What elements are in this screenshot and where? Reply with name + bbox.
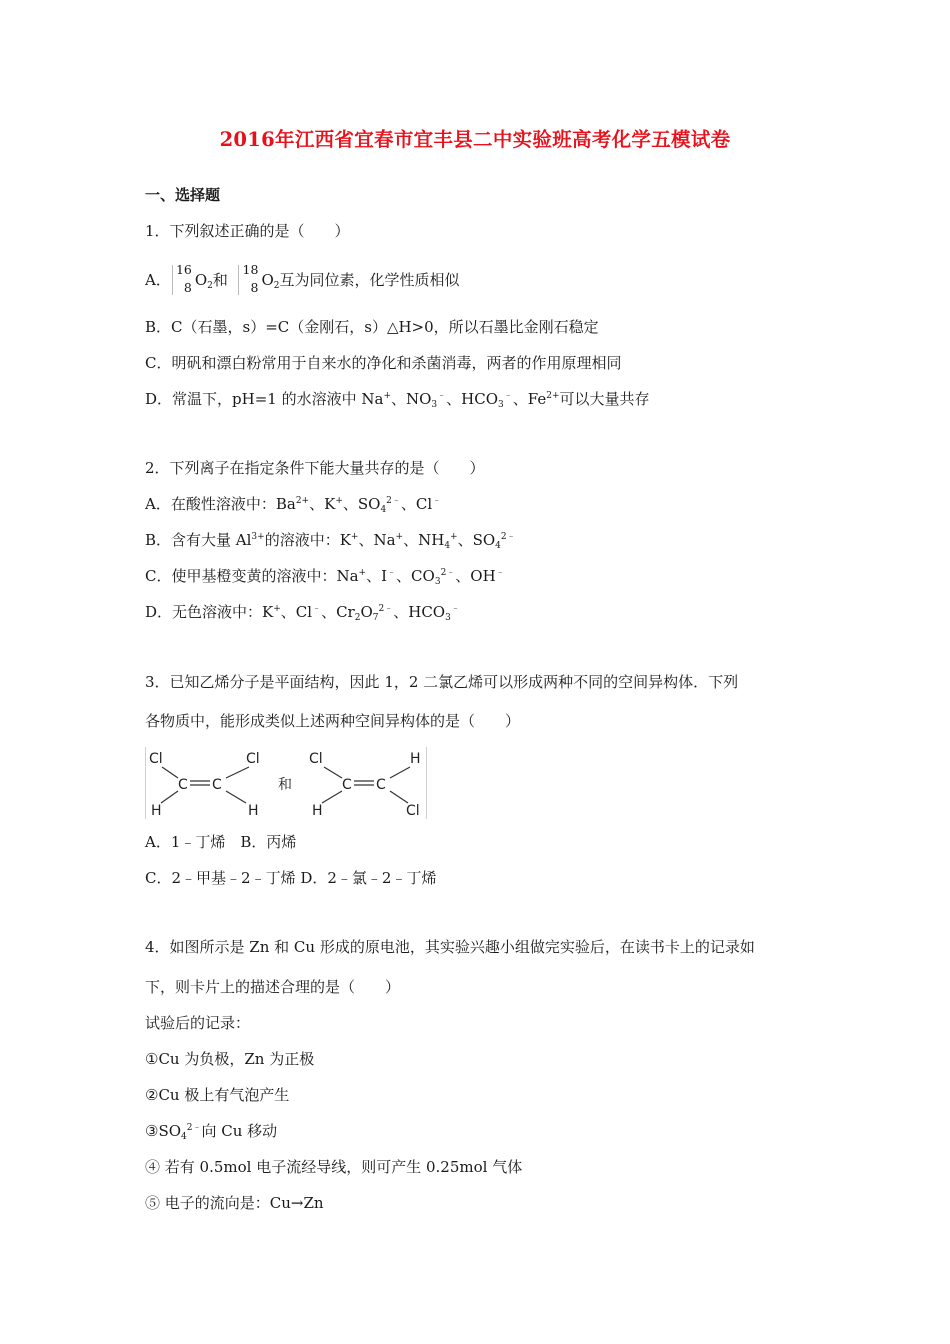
q2-option-d: D．无色溶液中：K+、Cl﹣、$Cr_2O_7^{2﹣}$、$HCO_3^﹣$ [145, 603, 460, 623]
q4-stem-line-1: 4．如图所示是 Zn 和 Cu 形成的原电池，其实验兴趣小组做完实验后，在读书卡上的记录如 [145, 938, 755, 956]
q4-record-heading: 试验后的记录： [145, 1014, 251, 1032]
left-c-1: C [178, 777, 188, 793]
q3-options-cd: C．2﹣甲基﹣2﹣丁烯 D．2﹣氯﹣2﹣丁烯 [145, 869, 437, 887]
right-bond-cl2 [390, 791, 408, 803]
left-cl-top-right: Cl [246, 751, 260, 767]
right-h-bottom-left: H [312, 803, 323, 819]
right-h-top-right: H [410, 751, 421, 767]
q2-option-c: C．使甲基橙变黄的溶液中：Na+、I﹣、$CO_3^{2﹣}$、OH﹣ [145, 567, 505, 587]
isotope-16-8: 16 8 [172, 263, 194, 299]
left-h-bottom-right: H [248, 803, 259, 819]
q1-option-b: B．C（石墨，s）=C（金刚石，s）△H>0，所以石墨比金刚石稳定 [145, 318, 599, 336]
q3-stem-line-2: 各物质中，能形成类似上述两种空间异构体的是（ ） [145, 712, 521, 730]
right-cl-top-left: Cl [309, 751, 323, 767]
q1-option-c: C．明矾和漂白粉常用于自来水的净化和杀菌消毒，两者的作用原理相同 [145, 354, 622, 372]
q1-option-a: A． 16 8 $O_2$和 18 8 $O_2$互为同位素，化学性质相似 [145, 262, 460, 299]
left-bond-h2 [226, 791, 246, 803]
section-heading: 一、选择题 [145, 186, 221, 204]
right-bond-h2 [322, 791, 342, 803]
q2-stem: 2．下列离子在指定条件下能大量共存的是（ ） [145, 459, 485, 477]
and-label: 和 [278, 777, 292, 793]
right-bond-cl1 [324, 767, 342, 778]
left-bond-cl1 [162, 767, 178, 778]
left-bond-cl2 [226, 767, 249, 778]
left-cl-top-left: Cl [149, 751, 163, 767]
q4-record-5: ⑤ 电子的流向是：Cu→Zn [145, 1194, 324, 1212]
q2-option-a: A．在酸性溶液中：$Ba^{2+}$、K+、$SO_4^{2﹣}$、Cl﹣ [145, 495, 442, 515]
left-bond-h1 [161, 791, 178, 803]
right-c-2: C [376, 777, 386, 793]
q4-stem-line-2: 下，则卡片上的描述合理的是（ ） [145, 978, 401, 996]
left-c-2: C [212, 777, 222, 793]
q4-record-4: ④ 若有 0.5mol 电子流经导线，则可产生 0.25mol 气体 [145, 1158, 523, 1176]
q4-record-1: ①Cu 为负极，Zn 为正极 [145, 1050, 315, 1068]
isomers-diagram [146, 747, 426, 819]
q1-stem: 1．下列叙述正确的是（ ） [145, 222, 350, 240]
q2-option-b: B．含有大量 $Al^{3+}$的溶液中：K+、Na+、$NH_4^+$、$SO_4^{2﹣}$ [145, 531, 516, 551]
right-c-1: C [342, 777, 352, 793]
q3-stem-line-1: 3．已知乙烯分子是平面结构，因此 1，2 二氯乙烯可以形成两种不同的空间异构体．下列 [145, 673, 739, 691]
right-bond-h1 [390, 767, 410, 778]
q3-options-ab: A．1﹣丁烯 B．丙烯 [145, 833, 297, 851]
q4-record-3: $③SO_4^{2﹣}$向 Cu 移动 [145, 1122, 278, 1142]
page-title: 2016年江西省宜春市宜丰县二中实验班高考化学五模试卷 [219, 128, 731, 151]
left-h-bottom-left: H [151, 803, 162, 819]
right-cl-bottom-right: Cl [406, 803, 420, 819]
isotope-18-8: 18 8 [238, 263, 260, 299]
q1-option-d: D．常温下，pH=1 的水溶液中 Na+、$NO_3^﹣$、$HCO_3^﹣$、$Fe^{2+}$可以大量共存 [145, 390, 650, 410]
q4-record-2: ②Cu 极上有气泡产生 [145, 1086, 290, 1104]
dichloroethylene-isomers-figure [145, 747, 427, 819]
